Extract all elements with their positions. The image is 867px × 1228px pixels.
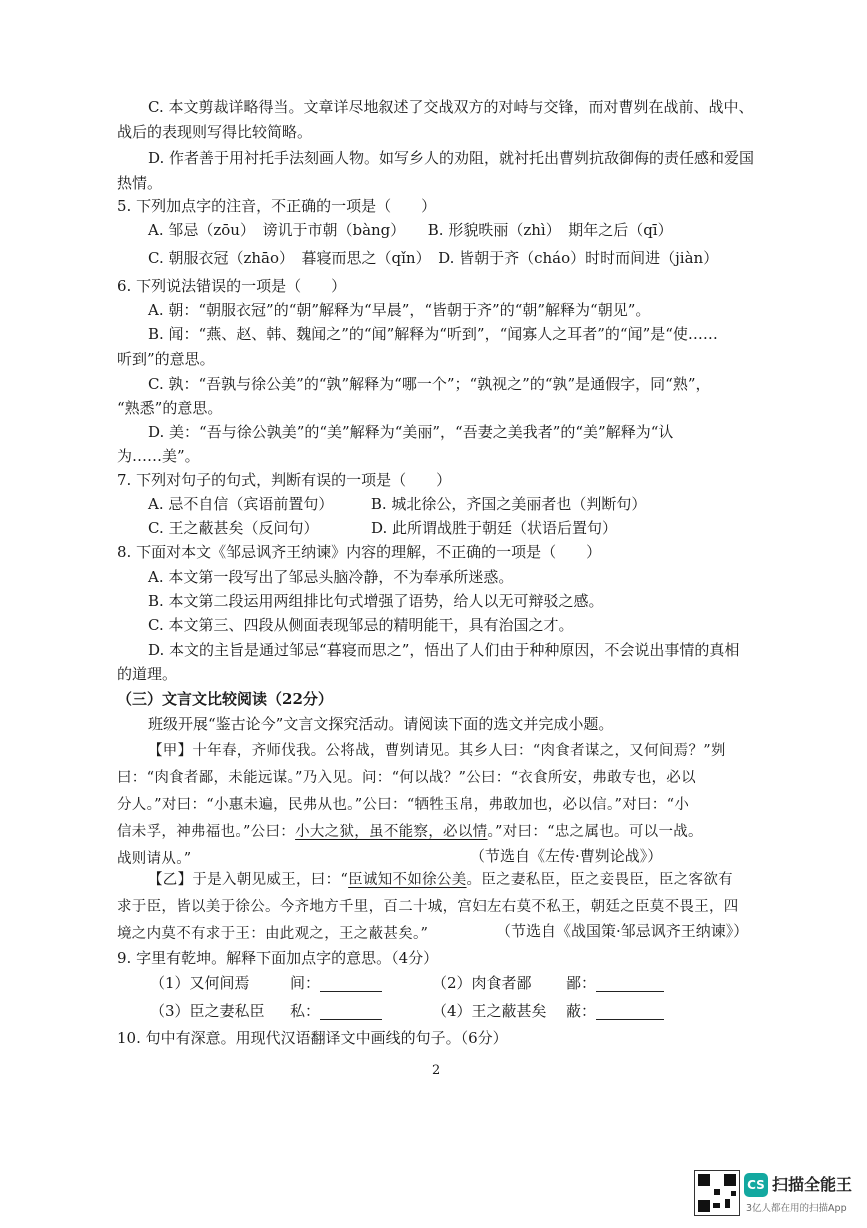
answer-blank[interactable] [320, 1005, 382, 1020]
q9-item: （1）又何间焉 [150, 974, 250, 992]
q9-item: （4）王之蔽甚矣 [432, 1002, 547, 1020]
text-line [117, 542, 601, 562]
answer-blank[interactable] [596, 1005, 664, 1020]
text-line [117, 446, 200, 466]
text-line [117, 398, 222, 418]
text-segment: 7. 下列对句子的句式，判断有误的一项是（ ） [117, 471, 452, 489]
text-segment: 境之内莫不有求于王：由此观之，王之蔽甚矣。” [117, 926, 429, 942]
q9-answer-field[interactable] [566, 973, 664, 993]
text-segment: 曰：“肉食者鄙，未能远谋。”乃入见。问：“何以战？”公曰：“衣食所安，弗敢专也，必以 [117, 770, 696, 786]
text-segment: C. 孰：“吾孰与徐公美”的“孰”解释为“哪一个”；“孰视之”的“孰”是通假字，同“熟”， [148, 375, 711, 393]
text-line [117, 768, 696, 788]
text-line [148, 248, 718, 268]
text-segment: 10. 句中有深意。用现代汉语翻译文中画线的句子。（6分） [117, 1029, 508, 1047]
q9-answer-field[interactable] [290, 1001, 382, 1021]
q9-label: 间： [290, 974, 321, 992]
text-line [117, 822, 703, 842]
text-line [496, 921, 748, 941]
text-segment: 9. 字里有乾坤。解释下面加点字的意思。（4分） [117, 949, 439, 967]
text-line [148, 591, 604, 611]
text-segment: B. 本文第二段运用两组排比句式增强了语势，给人以无可辩驳之感。 [148, 592, 604, 610]
text-line [148, 714, 613, 734]
text-line [117, 664, 177, 684]
answer-blank[interactable] [320, 977, 382, 992]
text-segment: C. 本文剪裁详略得当。文章详尽地叙述了交战双方的对峙与交锋，而对曹刿在战前、战中、 [148, 98, 754, 116]
q9-item: （2）肉食者鄙 [432, 974, 532, 992]
text-line [148, 422, 673, 442]
text-segment: 【乙】于是入朝见威王，曰：“ [148, 872, 349, 888]
text-segment: 班级开展“鉴古论今”文言文探究活动。请阅读下面的选文并完成小题。 [148, 715, 614, 733]
text-segment: B. 闻：“燕、赵、韩、魏闻之”的“闻”解释为“听到”，“闻寡人之耳者”的“闻”是“使…… [148, 325, 718, 343]
text-segment: A. 忌不自信（宾语前置句） B. 城北徐公，齐国之美丽者也（判断句） [148, 495, 647, 513]
text-line [470, 846, 662, 866]
text-line [148, 615, 573, 635]
text-line [117, 196, 436, 216]
text-segment: 分人。”对曰：“小惠未遍，民弗从也。”公曰：“牺牲玉帛，弗敢加也，必以信。”对曰：“小 [117, 797, 690, 813]
text-segment: 6. 下列说法错误的一项是（ ） [117, 277, 347, 295]
text-line [117, 173, 162, 193]
scanner-watermark [694, 1170, 859, 1218]
text-line [117, 349, 215, 369]
text-line [117, 897, 739, 917]
q9-item: （3）臣之妻私臣 [150, 1002, 265, 1020]
text-line [148, 97, 753, 117]
text-segment: 战后的表现则写得比较简略。 [117, 123, 313, 141]
scanner-tagline: 3亿人都在用的扫描App [746, 1203, 847, 1214]
underlined-sentence: 臣诚知不如徐公美 [348, 872, 467, 888]
text-segment: 热情。 [117, 174, 163, 192]
q9-answer-field[interactable] [566, 1001, 664, 1021]
text-segment: A. 本文第一段写出了邹忌头脑冷静，不为奉承所迷惑。 [148, 568, 514, 586]
text-line [117, 948, 438, 968]
text-segment: 为……美”。 [117, 447, 200, 465]
text-segment: “熟悉”的意思。 [117, 399, 223, 417]
answer-blank[interactable] [596, 977, 664, 992]
text-line [148, 324, 718, 344]
q9-answer-field[interactable] [290, 973, 382, 993]
q9-label: 鄙： [566, 974, 597, 992]
text-segment: （节选自《左传·曹刿论战》） [470, 847, 663, 865]
text-segment: 。”对曰：“忠之属也。可以一战。 [487, 824, 703, 840]
text-line [117, 924, 428, 944]
text-segment: 的道理。 [117, 665, 178, 683]
text-segment: 5. 下列加点字的注音，不正确的一项是（ ） [117, 197, 437, 215]
text-segment: 求于臣，皆以美于徐公。今齐地方千里，百二十城，宫妇左右莫不私王，朝廷之臣莫不畏王，四 [117, 899, 739, 915]
text-segment: 听到”的意思。 [117, 350, 215, 368]
text-segment: 战则请从。” [117, 851, 192, 867]
underlined-sentence: 小大之狱，虽不能察，必以情 [295, 824, 488, 840]
text-line [117, 849, 191, 869]
qr-code-icon [694, 1170, 740, 1216]
text-segment: A. 邹忌（zōu） 谤讥于市朝（bàng） B. 形貌昳丽（zhì） 期年之后（qī） [148, 221, 673, 239]
text-segment: C. 朝服衣冠（zhāo） 暮寝而思之（qǐn） D. 皆朝于齐（cháo）时时而间进（jiàn） [148, 249, 719, 267]
text-line [117, 276, 346, 296]
text-segment: D. 美：“吾与徐公孰美”的“美”解释为“美丽”，“吾妻之美我者”的“美”解释为“认 [148, 423, 674, 441]
text-segment: A. 朝：“朝服衣冠”的“朝”解释为“早晨”，“皆朝于齐”的“朝”解释为“朝见”。 [148, 301, 651, 319]
text-line [117, 470, 451, 490]
page-number: 2 [432, 1063, 441, 1078]
text-line [117, 795, 689, 815]
text-line [117, 689, 333, 709]
camscanner-logo-icon: CS [744, 1173, 768, 1197]
text-line [148, 300, 650, 320]
text-line [148, 148, 754, 168]
q9-label: 蔽： [566, 1002, 597, 1020]
text-segment: 【甲】十年春，齐师伐我。公将战，曹刿请见。其乡人曰：“肉食者谋之，又何间焉？”刿 [148, 743, 726, 759]
text-segment: C. 本文第三、四段从侧面表现邹忌的精明能干，具有治国之才。 [148, 616, 574, 634]
text-segment: D. 作者善于用衬托手法刻画人物。如写乡人的劝阻，就衬托出曹刿抗敌御侮的责任感和爱国 [148, 149, 755, 167]
text-segment: D. 本文的主旨是通过邹忌“暮寝而思之”，悟出了人们由于种种原因，不会说出事情的真相 [148, 641, 740, 659]
text-segment: 。臣之妻私臣，臣之妾畏臣，臣之客欲有 [466, 872, 733, 888]
text-segment: （三）文言文比较阅读（22分） [117, 690, 333, 708]
text-line [117, 1028, 508, 1048]
text-line [148, 374, 711, 394]
text-line [148, 640, 739, 660]
text-line [148, 870, 733, 890]
text-line [148, 567, 513, 587]
text-segment: C. 王之蔽甚矣（反问句） D. 此所谓战胜于朝廷（状语后置句） [148, 519, 618, 537]
text-line [148, 494, 646, 514]
text-segment: 8. 下面对本文《邹忌讽齐王纳谏》内容的理解，不正确的一项是（ ） [117, 543, 602, 561]
text-line [148, 518, 617, 538]
text-segment: 信未孚，神弗福也。”公曰： [117, 824, 296, 840]
text-line [148, 220, 673, 240]
text-line [117, 122, 312, 142]
text-segment: （节选自《战国策·邹忌讽齐王纳谏》） [496, 922, 749, 940]
q9-label: 私： [290, 1002, 321, 1020]
scanner-app-name: 扫描全能王 [772, 1175, 853, 1194]
text-line [148, 741, 726, 761]
